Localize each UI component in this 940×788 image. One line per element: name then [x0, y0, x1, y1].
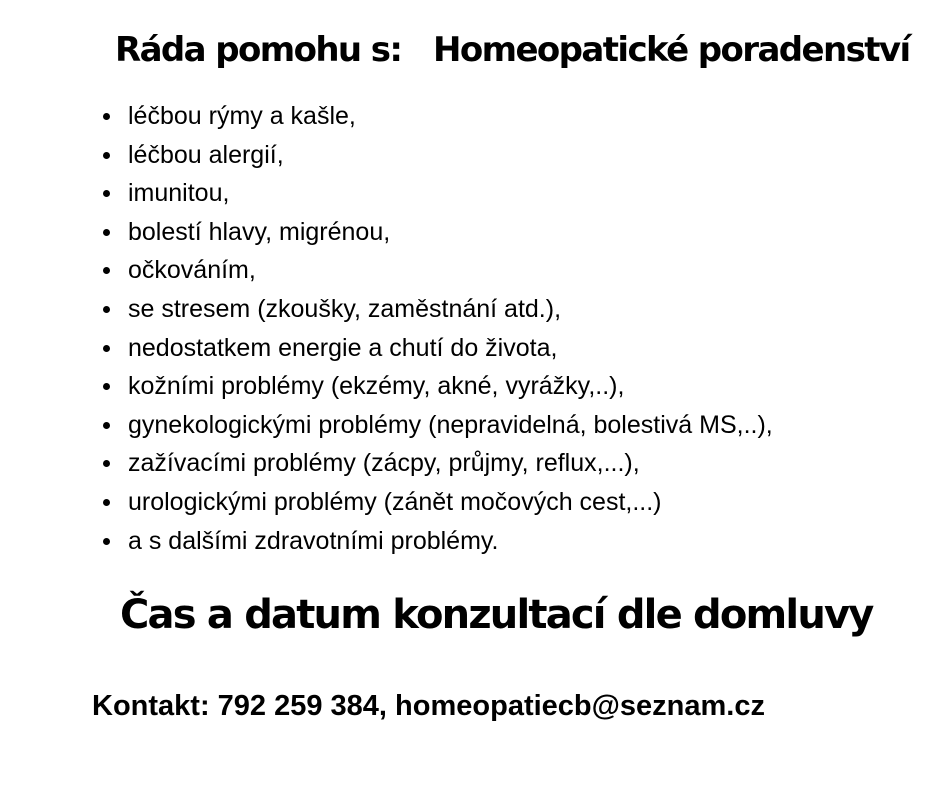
list-item-label: urologickými problémy (zánět močových cest,...) — [128, 487, 662, 516]
list-item-label: bolestí hlavy, migrénou, — [128, 217, 391, 246]
bullet-icon — [103, 345, 110, 352]
list-item — [100, 444, 773, 483]
bullet-icon — [103, 383, 110, 390]
help-heading: Ráda pomohu s: — [115, 30, 402, 70]
bullet-icon — [103, 190, 110, 197]
list-item-label: kožními problémy (ekzémy, akné, vyrážky,..), — [128, 372, 625, 401]
list-item-label: zažívacími problémy (zácpy, průjmy, reflux,...), — [128, 449, 640, 478]
list-item-label: očkováním, — [128, 256, 256, 285]
list-item — [100, 290, 773, 329]
list-item — [100, 251, 773, 290]
list-item-label: a s dalšími zdravotními problémy. — [128, 526, 499, 555]
bullet-icon — [103, 422, 110, 429]
bullet-icon — [103, 460, 110, 467]
list-item — [100, 483, 773, 522]
bullet-icon — [103, 229, 110, 236]
list-item-label: nedostatkem energie a chutí do života, — [128, 333, 558, 362]
list-item-label: gynekologickými problémy (nepravidelná, bolestivá MS,..), — [128, 410, 773, 439]
list-item-label: se stresem (zkoušky, zaměstnání atd.), — [128, 294, 562, 323]
list-item — [100, 367, 773, 406]
list-item — [100, 136, 773, 175]
list-item — [100, 174, 773, 213]
bullet-icon — [103, 499, 110, 506]
contact-info: Kontakt: 792 259 384, homeopatiecb@seznam.cz — [92, 690, 765, 722]
list-item — [100, 329, 773, 368]
list-item — [100, 522, 773, 561]
bullet-icon — [103, 152, 110, 159]
bullet-icon — [103, 113, 110, 120]
bullet-icon — [103, 267, 110, 274]
schedule-heading: Čas a datum konzultací dle domluvy — [120, 592, 873, 638]
list-item-label: imunitou, — [128, 179, 230, 208]
help-topics-list — [100, 97, 773, 560]
bullet-icon — [103, 538, 110, 545]
service-title: Homeopatické poradenství — [433, 30, 910, 70]
list-item — [100, 213, 773, 252]
list-item — [100, 406, 773, 445]
bullet-icon — [103, 306, 110, 313]
list-item-label: léčbou rýmy a kašle, — [128, 102, 356, 130]
list-item-label: léčbou alergií, — [128, 140, 284, 169]
list-item — [100, 97, 773, 136]
